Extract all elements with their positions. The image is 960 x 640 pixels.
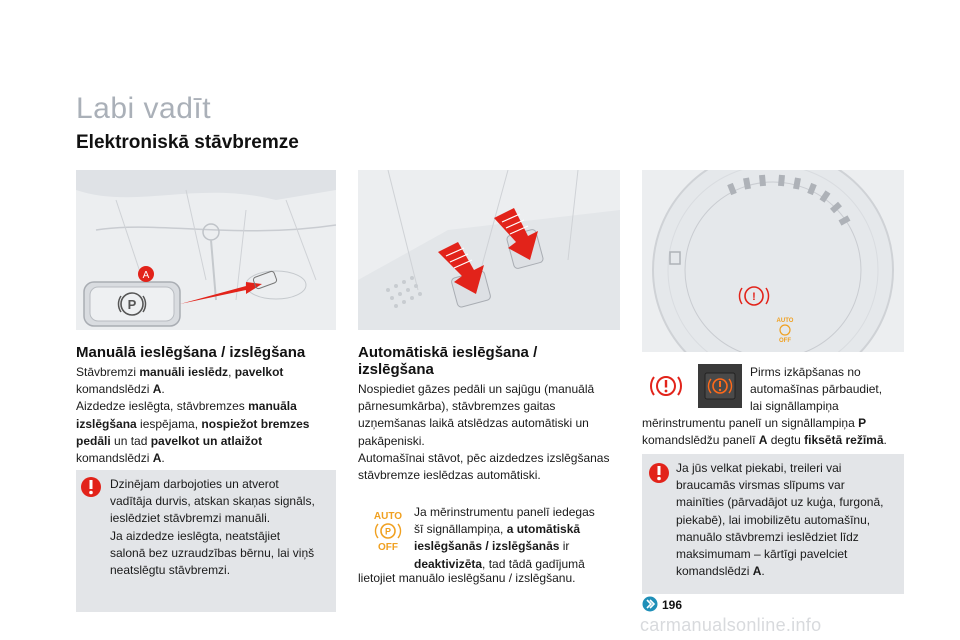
manual-note-text: Dzinējam darbojoties un atverot vadītāja durvis, atskan skaņas signāls, ieslēdziet stāvbremzi manuāli. Ja aizdedze ieslēgta, neatstājiet salonā bez uzraudzības bērnu, lai viņš neatslēgtu stāvbremzi. xyxy=(110,477,315,578)
pedals-photo xyxy=(358,170,620,330)
svg-text:P: P xyxy=(384,526,392,537)
auto-off-icon xyxy=(368,508,408,552)
auto-heading: Automātiskā ieslēgšana / izslēgšana xyxy=(358,344,538,378)
right-paragraph-1-bottom: mērinstrumentu panelī un signāllampiņa P komandslēdžu panelī A degtu fiksētā režīmā. xyxy=(642,416,887,448)
callout-label-a: A xyxy=(142,270,150,281)
page-title: Labi vadīt xyxy=(76,92,212,125)
watermark: carmanualsonline.info xyxy=(640,615,822,635)
svg-text:AUTO: AUTO xyxy=(776,318,794,324)
section-title: Elektroniskā stāvbremze xyxy=(76,132,299,153)
brake-warning-lamp-icon xyxy=(646,372,686,400)
parking-brake-button-icon xyxy=(698,364,742,408)
page-number: 196 xyxy=(662,598,683,612)
svg-text:OFF: OFF xyxy=(378,542,398,552)
svg-text:!: ! xyxy=(752,291,756,303)
svg-text:AUTO: AUTO xyxy=(373,511,403,522)
page-arrow-icon xyxy=(642,596,658,612)
instrument-cluster-photo xyxy=(642,170,904,352)
auto-paragraph-2-last: lietojiet manuālo ieslēgšanu / izslēgšanu. xyxy=(358,571,576,585)
warning-icon xyxy=(648,462,670,484)
right-paragraph-1-top: Pirms izkāpšanas no automašīnas pārbaudiet, lai signāllampiņa xyxy=(750,365,883,414)
auto-paragraph-1: Nospiediet gāzes pedāli un sajūgu (manuālā pārnesumkārba), stāvbremzes gaitas uzņemšanas laikā atslēdzas automātiski un pakāpeniski. Automašīnai stāvot, pēc aizdedzes izslēgšanas stāvbremze ieslēdzas automātiski. xyxy=(358,382,610,483)
svg-text:P: P xyxy=(127,297,137,312)
svg-text:OFF: OFF xyxy=(779,338,791,344)
right-note-text: Ja jūs velkat piekabi, treileri vai braucamās virsmas slīpums var mainīties (pārvadājot uz kuģa, furgonā, piekabē), lai imobilizētu automašīnu, manuālo stāvbremzi ieslēdziet līdz maksimumam – kārtīgi pavelciet komandslēdzi A. xyxy=(676,461,884,579)
warning-icon xyxy=(80,476,102,498)
parking-brake-switch-photo xyxy=(76,170,336,330)
manual-heading: Manuālā ieslēgšana / izslēgšana xyxy=(76,344,306,361)
auto-paragraph-2: Ja mērinstrumentu panelī iedegas šī signāllampiņa, a utomātiskā ieslēgšanās / izslēgšanās ir deaktivizēta, tad tādā gadījumā xyxy=(414,505,595,571)
manual-paragraph-1: Stāvbremzi manuāli ieslēdz, pavelkot komandslēdzi A. Aizdedze ieslēgta, stāvbremzes manuāla izslēgšana iespējama, nospiežot bremzes pedāli un tad pavelkot un atlaižot komandslēdzi A. xyxy=(76,365,310,466)
